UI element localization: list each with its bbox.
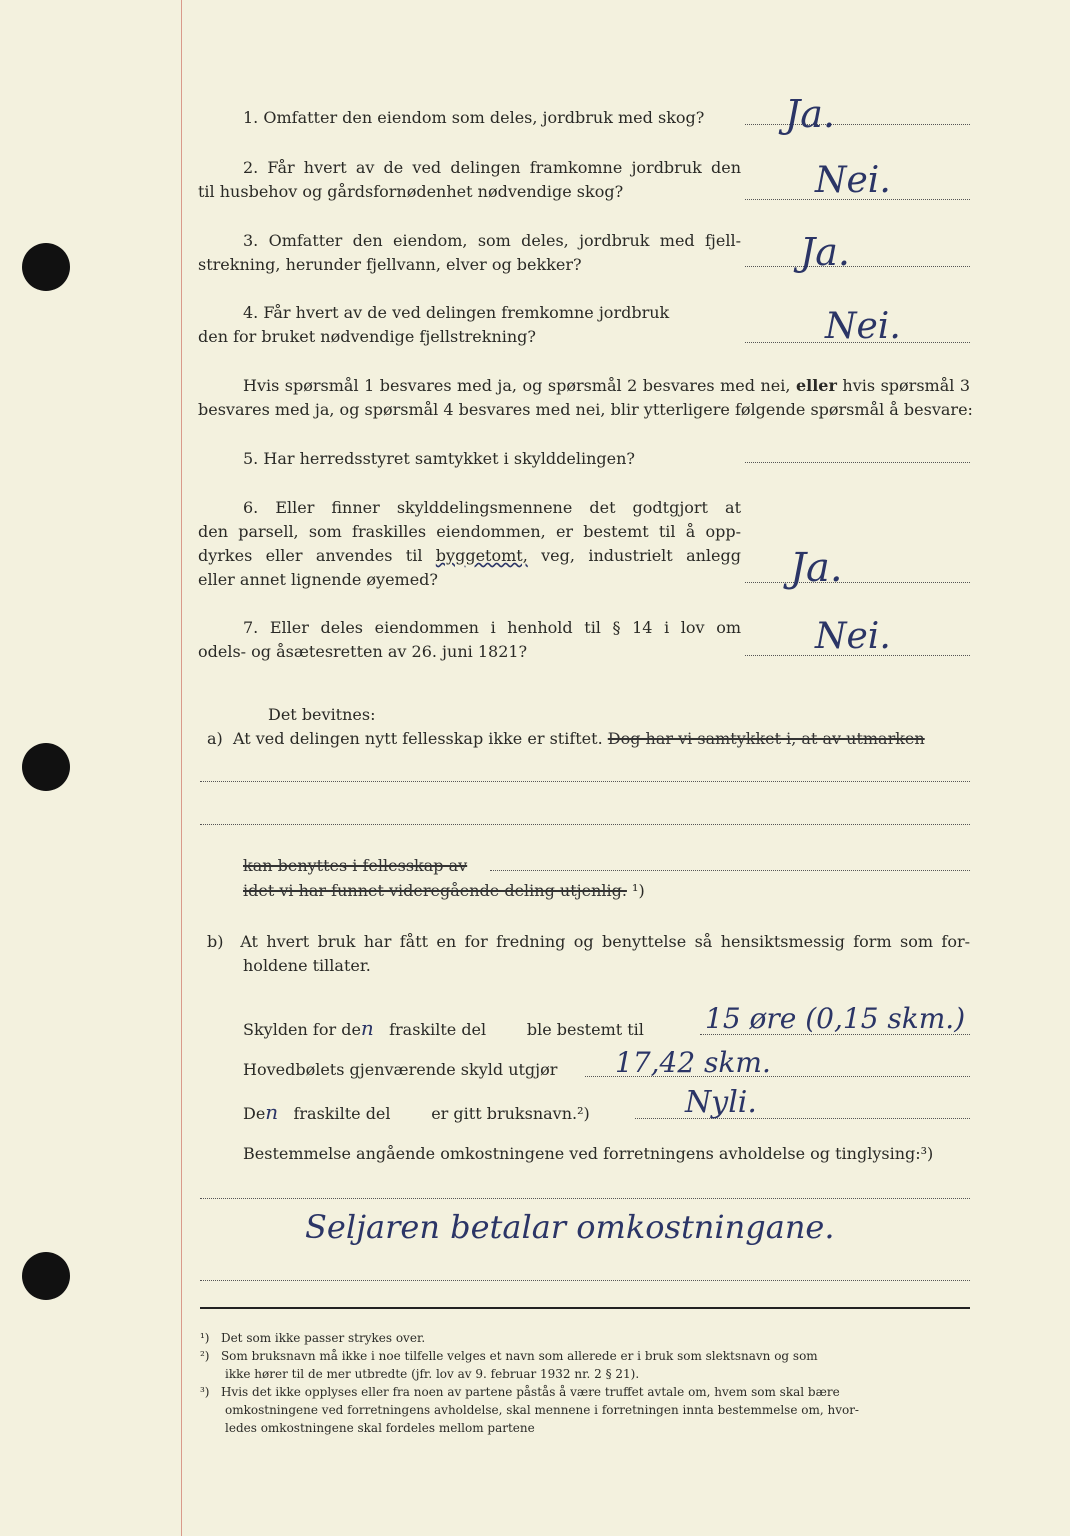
footnote-2-line-1: ²) Som bruksnavn må ikke i noe tilfelle velges et navn som allerede er i bruk som slektsnavn og som [200,1349,818,1363]
question-6-line-2: den parsell, som fraskilles eiendommen, er bestemt til å opp- [198,522,741,541]
answer-bruksnavn: Nyli. [685,1085,757,1120]
question-7-line-2: odels- og åsætesretten av 26. juni 1821? [198,642,528,661]
answer-1: Ja. [785,92,835,136]
answer-omkostninger: Seljaren betalar omkostningane. [305,1208,835,1246]
condition-line-2: besvares med ja, og spørsmål 4 besvares med nei, blir ytterligere følgende spørsmål å besvare: [198,400,973,419]
answer-line-6 [745,582,970,583]
punch-hole-top [22,243,70,291]
answer-line-1 [745,124,970,125]
bevitnes-heading: Det bevitnes: [268,705,376,724]
punch-hole-bottom [22,1252,70,1300]
answer-4: Nei. [825,306,901,347]
struck-line-3: idet vi har funnet videregående deling utjenlig. ¹) [243,881,645,900]
question-2-line-2: til husbehov og gårdsfornødenhet nødvendige skog? [198,182,624,201]
bevitnes-a: a) At ved delingen nytt fellesskap ikke er stiftet. Dog har vi samtykket i, at av utmarken [207,729,925,748]
question-2-line-1: 2. Får hvert av de ved delingen framkomne jordbruk den [243,158,741,177]
bevitnes-b-line-2: holdene tillater. [243,956,371,975]
bevitnes-b-line-1: b) At hvert bruk har fått en for fredning og benyttelse så hensiktsmessig form som for- [207,932,971,951]
skyld-line-4: Bestemmelse angående omkostningene ved forretningens avholdelse og tinglysing:³) [243,1144,934,1163]
answer-3: Ja. [800,230,850,274]
question-3-line-2: strekning, herunder fjellvann, elver og bekker? [198,255,582,274]
question-6-line-3: dyrkes eller anvendes til byggetomt, veg, industrielt anlegg [198,546,741,565]
answer-2: Nei. [815,160,891,201]
question-4-line-1: 4. Får hvert av de ved delingen fremkomne jordbruk [243,303,670,322]
blank-line-4 [200,1198,970,1199]
skyld-line-1: Skylden for den fraskilte del ble bestemt til [243,1016,644,1040]
footnote-3-line-3: ledes omkostningene skal fordeles mellom partene [225,1421,535,1435]
answer-7: Nei. [815,616,891,657]
answer-hovedbol: 17,42 skm. [615,1046,771,1079]
blank-line-3 [490,870,970,871]
footnote-rule [200,1307,970,1309]
condition-line-1: Hvis spørsmål 1 besvares med ja, og spørsmål 2 besvares med nei, eller hvis spørsmål 3 [243,376,971,395]
question-6-line-1: 6. Eller finner skylddelingsmennene det godtgjort at [243,498,741,517]
answer-line-3 [745,266,970,267]
blank-line-5 [200,1280,970,1281]
footnote-3-line-1: ³) Hvis det ikke opplyses eller fra noen av partene påstås å være truffet avtale om, hvem som skal bære [200,1385,840,1399]
margin-line [181,0,182,1536]
footnote-3-line-2: omkostningene ved forretningens avholdelse, skal mennene i forretningen innta bestemmelse om, hvor- [225,1403,859,1417]
blank-line-1 [200,781,970,782]
question-3-line-1: 3. Omfatter den eiendom, som deles, jordbruk med fjell- [243,231,741,250]
answer-line-5 [745,462,970,463]
footnote-1: ¹) Det som ikke passer strykes over. [200,1331,426,1345]
answer-6: Ja. [790,545,843,591]
answer-skyld: 15 øre (0,15 skm.) [705,1002,966,1035]
skyld-line-2: Hovedbølets gjenværende skyld utgjør [243,1060,558,1079]
punch-hole-middle [22,743,70,791]
blank-line-2 [200,824,970,825]
question-6-line-4: eller annet lignende øyemed? [198,570,438,589]
footnote-2-line-2: ikke hører til de mer utbredte (jfr. lov av 9. februar 1932 nr. 2 § 21). [225,1367,640,1381]
question-5: 5. Har herredsstyret samtykket i skylddelingen? [243,449,636,468]
question-7-line-1: 7. Eller deles eiendommen i henhold til § 14 i lov om [243,618,741,637]
struck-line-2: kan benyttes i fellesskap av [243,856,468,875]
question-1: 1. Omfatter den eiendom som deles, jordbruk med skog? [243,108,705,127]
skyld-line-3: Den fraskilte del er gitt bruksnavn.²) [243,1100,590,1124]
question-4-line-2: den for bruket nødvendige fjellstrekning? [198,327,536,346]
